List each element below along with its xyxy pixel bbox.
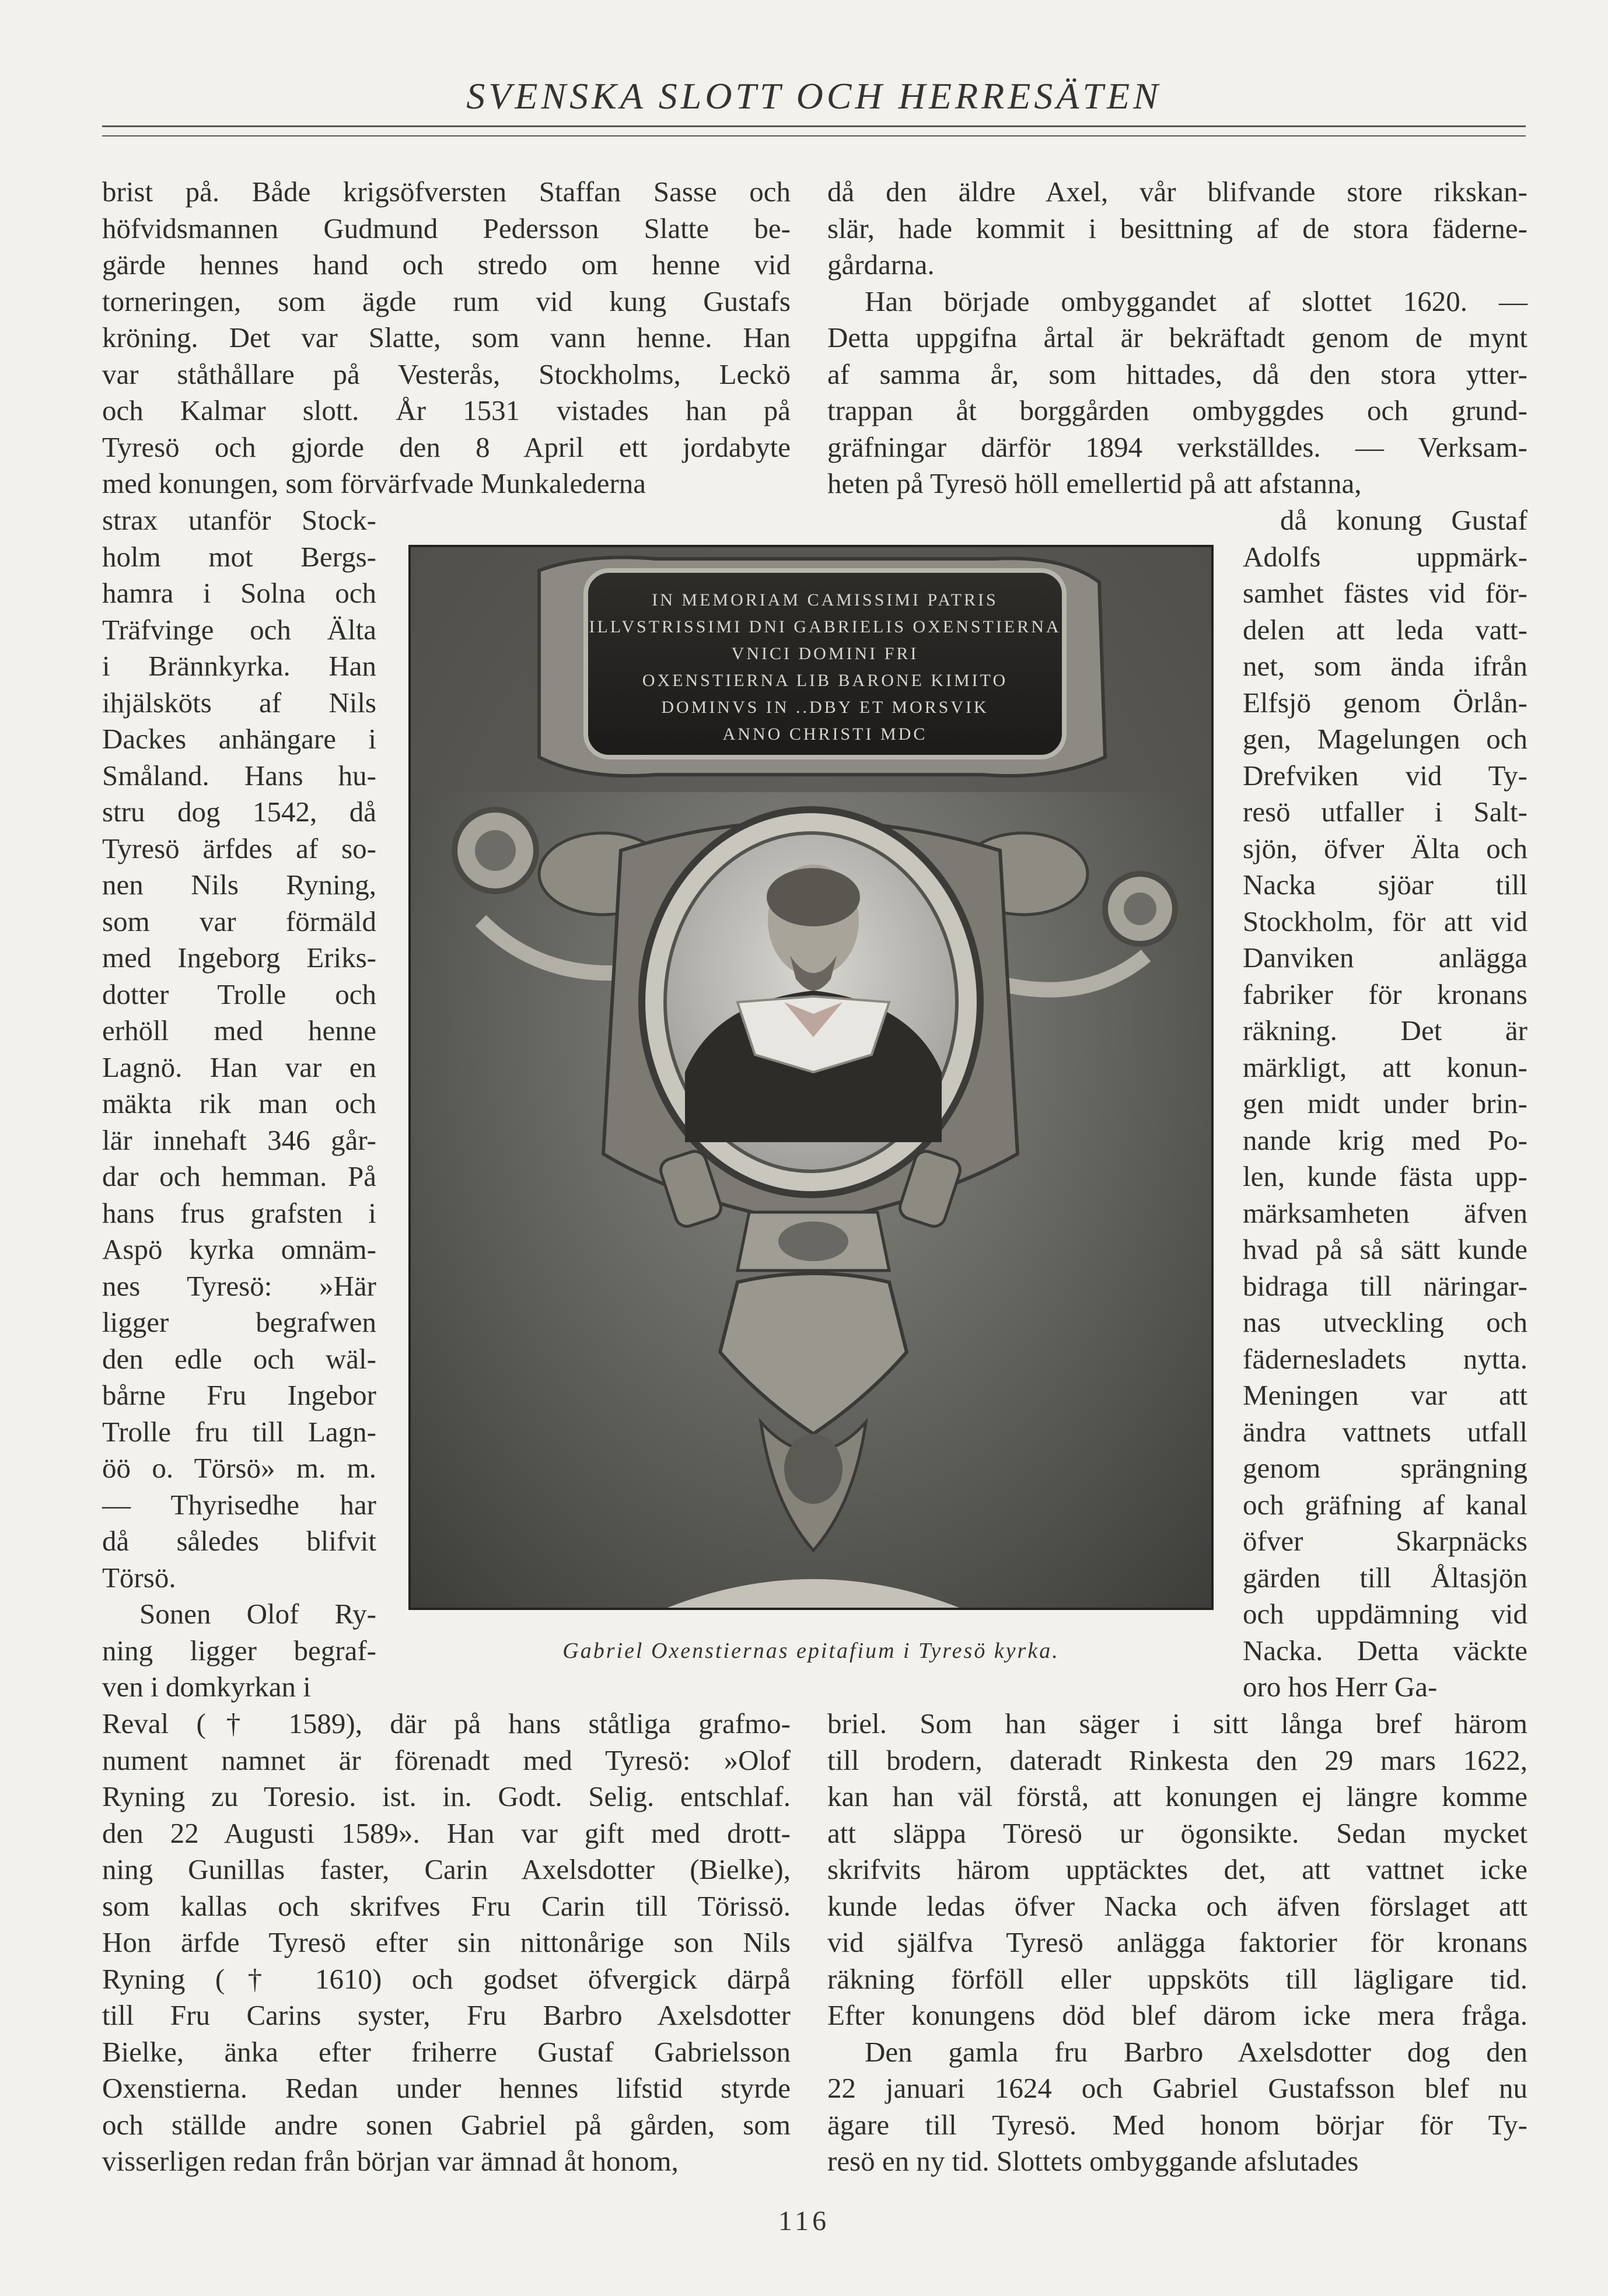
text-line: hans frus grafsten i: [102, 1196, 376, 1229]
text-line: Danviken anlägga: [1243, 942, 1527, 974]
text-line: fabriker för kronans: [1243, 978, 1527, 1010]
left-column-top: [102, 174, 791, 502]
text-line: brist på. Både krigsöfversten Staffan Sasse och: [102, 176, 791, 208]
text-line: Dackes anhängare i: [102, 723, 376, 755]
text-line: visserligen redan från början var ämnad åt honom,: [102, 2145, 679, 2177]
text-line: Den gamla fru Barbro Axelsdotter dog den: [865, 2035, 1527, 2068]
text-line: af samma år, som hittades, då den stora ytter-: [827, 358, 1527, 390]
page-number: 116: [778, 2206, 830, 2236]
text-line: ägare till Tyresö. Med honom börjar för Ty-: [827, 2108, 1527, 2141]
text-line: vid själfva Tyresö anlägga faktorier för kronans: [827, 1926, 1527, 1958]
text-line: Nacka. Detta väckte: [1243, 1634, 1527, 1667]
header-rule: [102, 125, 1526, 127]
text-line: märkligt, att konun-: [1243, 1051, 1527, 1083]
text-line: Efter konungens död blef därom icke mera fråga.: [827, 1999, 1527, 2031]
text-line: nande krig med Po-: [1243, 1124, 1527, 1156]
text-line: Detta uppgifna årtal är bekräftadt genom de mynt: [827, 321, 1527, 354]
text-line: Elfsjö genom Örlån-: [1243, 686, 1527, 719]
text-line: kan han väl förstå, att konungen ej längre komme: [827, 1780, 1527, 1812]
text-line: Sonen Olof Ry-: [139, 1598, 376, 1630]
text-line: hamra i Solna och: [102, 577, 376, 609]
text-line: heten på Tyresö höll emellertid på att afstanna,: [827, 467, 1362, 499]
text-line: skrifvits härom upptäcktes det, att vattnet icke: [827, 1853, 1527, 1885]
text-line: Hon ärfde Tyresö efter sin nittonårige son Nils: [102, 1926, 791, 1958]
text-line: gårdarna.: [827, 249, 935, 281]
right-column-narrow: [1243, 502, 1527, 1706]
text-line: dar och hemman. På: [102, 1160, 376, 1192]
text-line: resö en ny tid. Slottets ombyggande afslutades: [827, 2145, 1359, 2177]
text-line: till Fru Carins syster, Fru Barbro Axelsdotter: [102, 1999, 791, 2031]
text-line: Stockholm, för att vid: [1243, 905, 1527, 937]
text-line: briel. Som han säger i sitt långa bref härom: [827, 1707, 1527, 1740]
text-line: då den äldre Axel, vår blifvande store rikskan-: [827, 176, 1527, 208]
text-line: Reval († 1589), där på hans ståtliga grafmo-: [102, 1707, 791, 1740]
text-line: samhet fästes vid för-: [1243, 577, 1527, 609]
text-line: då konung Gustaf: [1280, 504, 1527, 536]
text-line: Småland. Hans hu-: [102, 759, 376, 792]
text-line: med konungen, som förvärfvade Munkalederna: [102, 467, 646, 499]
left-column-bottom: [102, 1706, 791, 2180]
text-line: resö utfaller i Salt-: [1243, 796, 1527, 828]
text-line: ning Gunillas faster, Carin Axelsdotter (Bielke),: [102, 1853, 791, 1885]
text-line: hvad på så sätt kunde: [1243, 1233, 1527, 1265]
text-line: räkning. Det är: [1243, 1014, 1527, 1046]
text-line: gen midt under brin-: [1243, 1087, 1527, 1119]
text-line: räkning förföll eller uppsköts till lägligare tid.: [827, 1962, 1527, 1995]
text-line: stru dog 1542, då: [102, 796, 376, 828]
text-line: Bielke, änka efter friherre Gustaf Gabrielsson: [102, 2035, 791, 2068]
plaque-line: IN MEMORIAM CAMISSIMI PATRIS: [652, 590, 998, 610]
text-line: som kallas och skrifves Fru Carin till Törissö.: [102, 1889, 791, 1922]
text-line: trappan åt borggården ombyggdes och grund-: [827, 394, 1527, 426]
text-line: Ryning zu Toresio. ist. in. Godt. Selig. entschlaf.: [102, 1780, 791, 1812]
text-line: slär, hade kommit i besittning af de stora fäderne-: [827, 212, 1527, 244]
text-line: ihjälsköts af Nils: [102, 686, 376, 719]
text-line: len, kunde fästa upp-: [1243, 1160, 1527, 1192]
plaque-line: ILLVSTRISSIMI DNI GABRIELIS OXENSTIERNA: [589, 617, 1061, 636]
text-line: gräfningar därför 1894 verkställdes. — Verksam-: [827, 430, 1527, 463]
text-line: Träfvinge och Älta: [102, 613, 376, 646]
text-line: Tyresö ärfdes af so-: [102, 832, 376, 864]
right-column-top: [827, 174, 1527, 502]
text-line: och ställde andre sonen Gabriel på gården, som: [102, 2108, 791, 2141]
plaque-line: VNICI DOMINI FRI: [731, 644, 919, 663]
right-column-bottom: [827, 1706, 1527, 2180]
epitaph-photograph: [408, 545, 1214, 1610]
plaque-line: DOMINVS IN ..DBY ET MORSVIK: [661, 698, 989, 717]
text-line: höfvidsmannen Gudmund Pedersson Slatte be-: [102, 212, 791, 244]
text-line: strax utanför Stock-: [102, 504, 376, 536]
text-line: med Ingeborg Eriks-: [102, 942, 376, 974]
text-line: att släppa Töresö ur ögonsikte. Sedan mycket: [827, 1817, 1527, 1849]
text-line: mäkta rik man och: [102, 1087, 376, 1119]
text-line: Törsö.: [102, 1561, 176, 1594]
text-line: Trolle fru till Lagn-: [102, 1415, 376, 1448]
text-line: dotter Trolle och: [102, 978, 376, 1010]
text-line: genom sprängning: [1243, 1452, 1527, 1484]
text-line: torneringen, som ägde rum vid kung Gustafs: [102, 285, 791, 317]
text-line: nument namnet är förenadt med Tyresö: »Olof: [102, 1744, 791, 1776]
text-line: kröning. Det var Slatte, som vann henne. Han: [102, 321, 791, 354]
text-line: nas utveckling och: [1243, 1306, 1527, 1338]
text-line: lär innehaft 346 går-: [102, 1124, 376, 1156]
epitaph-illustration: [411, 547, 1211, 1608]
text-line: märksamheten äfven: [1243, 1196, 1527, 1229]
text-line: Ryning († 1610) och godset öfvergick därpå: [102, 1962, 791, 1995]
text-line: bårne Fru Ingebor: [102, 1379, 376, 1411]
text-line: Meningen var att: [1243, 1379, 1527, 1411]
text-line: Aspö kyrka omnäm-: [102, 1233, 376, 1265]
text-line: holm mot Bergs-: [102, 540, 376, 573]
text-line: den edle och wäl-: [102, 1342, 376, 1375]
text-line: delen att leda vatt-: [1243, 613, 1527, 646]
text-line: ligger begrafwen: [102, 1306, 376, 1338]
text-line: öfver Skarpnäcks: [1243, 1525, 1527, 1557]
plaque-line: ANNO CHRISTI MDC: [722, 724, 928, 744]
text-line: gärden till Åltasjön: [1243, 1561, 1527, 1594]
text-line: i Brännkyrka. Han: [102, 650, 376, 682]
text-line: oro hos Herr Ga-: [1243, 1671, 1438, 1703]
text-line: net, som ända ifrån: [1243, 650, 1527, 682]
text-line: till brodern, dateradt Rinkesta den 29 mars 1622,: [827, 1744, 1527, 1776]
text-line: 22 januari 1624 och Gabriel Gustafsson blef nu: [827, 2072, 1527, 2104]
text-line: och uppdämning vid: [1243, 1598, 1527, 1630]
running-header: SVENSKA SLOTT OCH HERRESÄTEN: [466, 75, 1162, 117]
text-line: gärde hennes hand och stredo om henne vid: [102, 249, 791, 281]
text-line: ning ligger begraf-: [102, 1634, 376, 1667]
text-line: Adolfs uppmärk-: [1243, 540, 1527, 573]
text-line: gen, Magelungen och: [1243, 723, 1527, 755]
text-line: Nacka sjöar till: [1243, 869, 1527, 901]
text-line: då således blifvit: [102, 1525, 376, 1557]
figure-caption: Gabriel Oxenstiernas epitafium i Tyresö kyrka.: [562, 1639, 1060, 1663]
text-line: ven i domkyrkan i: [102, 1671, 311, 1703]
text-line: som var förmäld: [102, 905, 376, 937]
text-line: Tyresö och gjorde den 8 April ett jordabyte: [102, 430, 791, 463]
text-line: och Kalmar slott. År 1531 vistades han på: [102, 394, 791, 426]
text-line: Lagnö. Han var en: [102, 1051, 376, 1083]
text-line: öö o. Törsö» m. m.: [102, 1452, 376, 1484]
text-line: bidraga till näringar-: [1243, 1269, 1527, 1302]
text-line: Han började ombyggandet af slottet 1620. —: [865, 285, 1527, 317]
text-line: sjön, öfver Älta och: [1243, 832, 1527, 864]
text-line: Drefviken vid Ty-: [1243, 759, 1527, 792]
text-line: och gräfning af kanal: [1243, 1488, 1527, 1521]
text-line: erhöll med henne: [102, 1014, 376, 1046]
text-line: nes Tyresö: »Här: [102, 1269, 376, 1302]
text-line: Oxenstierna. Redan under hennes lifstid styrde: [102, 2072, 791, 2104]
header-rule-thin: [102, 135, 1526, 136]
left-column-narrow: [102, 502, 376, 1706]
plaque-line: OXENSTIERNA LIB BARONE KIMITO: [642, 671, 1008, 690]
text-line: ändra vattnets utfall: [1243, 1415, 1527, 1448]
text-line: fädernesladets nytta.: [1243, 1342, 1527, 1375]
text-line: — Thyrisedhe har: [102, 1488, 376, 1521]
text-line: nen Nils Ryning,: [102, 869, 376, 901]
text-line: var ståthållare på Vesterås, Stockholms, Leckö: [102, 358, 791, 390]
text-line: kunde ledas öfver Nacka och äfven förslaget att: [827, 1889, 1527, 1922]
text-line: den 22 Augusti 1589». Han var gift med drott-: [102, 1817, 791, 1849]
